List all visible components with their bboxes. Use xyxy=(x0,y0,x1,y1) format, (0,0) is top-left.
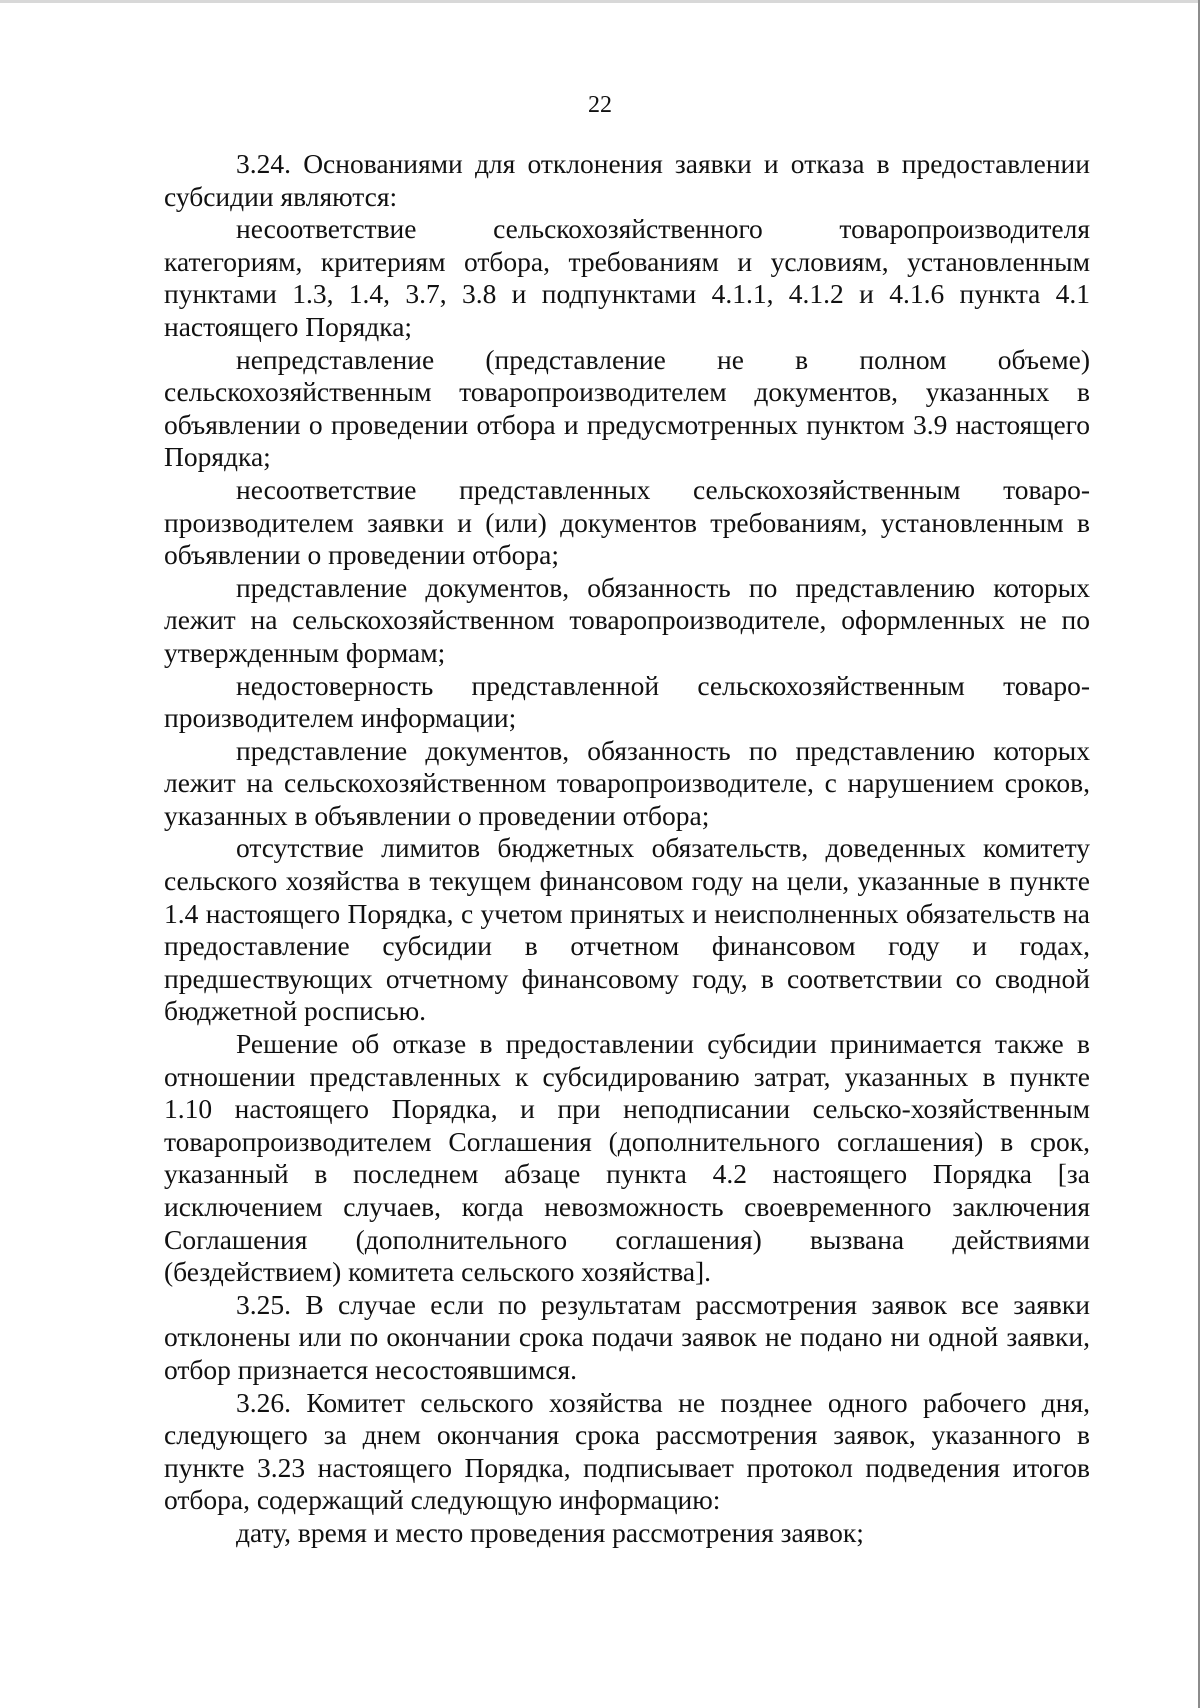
document-body xyxy=(164,148,1090,1550)
page-number: 22 xyxy=(588,92,612,118)
paragraph-requirements-mismatch: несоответствие представленных сельскохозяйственным товаро-производителем заявки и (или) документов требованиям, установленным в объявлении о проведении отбора; xyxy=(164,473,1090,571)
paragraph-date-time-place: дату, время и место проведения рассмотрения заявок; xyxy=(236,1516,864,1548)
paragraph-unreliable-info: недостоверность представленной сельскохозяйственным товаро-производителем информации; xyxy=(164,669,1090,734)
paragraph-3-26: 3.26. Комитет сельского хозяйства не позднее одного рабочего дня, следующего за днем окончания срока рассмотрения заявок, указанного в пункте 3.23 настоящего Порядка, подписывает протокол подведения итогов отбора, содержащий следующую информацию: xyxy=(164,1386,1090,1516)
paragraph-3-24-intro: 3.24. Основаниями для отклонения заявки и отказа в предоставлении субсидии являются: xyxy=(164,148,1090,212)
paragraph-no-budget-limits: отсутствие лимитов бюджетных обязательств, доведенных комитету сельского хозяйства в текущем финансовом году на цели, указанные в пункте 1.4 настоящего Порядка, с учетом принятых и неисполненных обязательств на предоставление субсидии в отчетном финансовом году и годах, предшествующих отчетному финансовому году, в соответствии со сводной бюджетной росписью. xyxy=(164,832,1090,1027)
paragraph-criteria-mismatch: несоответствие сельскохозяйственного товаропроизводителя категориям, критериям отбора, требованиям и условиям, установленным пунктами 1.3, 1.4, 3.7, 3.8 и подпунктами 4.1.1, 4.1.2 и 4.1.6 пункта 4.1 настоящего Порядка; xyxy=(164,213,1090,342)
paragraph-3-25: 3.25. В случае если по результатам рассмотрения заявок все заявки отклонены или по окончании срока подачи заявок не подано ни одной заявки, отбор признается несостоявшимся. xyxy=(164,1288,1090,1385)
paragraph-documents-missing: непредставление (представление не в полном объеме) сельскохозяйственным товаропроизводителем документов, указанных в объявлении о проведении отбора и предусмотренных пунктом 3.9 настоящего Порядка; xyxy=(164,343,1090,473)
paragraph-refusal-decision: Решение об отказе в предоставлении субсидии принимается также в отношении представленных к субсидированию затрат, указанных в пункте 1.10 настоящего Порядка, и при неподписании сельско-хозяйственным товаропроизводителем Соглашения (дополнительного соглашения) в срок, указанный в последнем абзаце пункта 4.2 настоящего Порядка [за исключением случаев, когда невозможность своевременного заключения Соглашения (дополнительного соглашения) вызвана действиями (бездействием) комитета сельского хозяйства]. xyxy=(164,1028,1090,1288)
paragraph-wrong-forms: представление документов, обязанность по представлению которых лежит на сельскохозяйственном товаропроизводителе, оформленных не по утвержденным формам; xyxy=(164,571,1090,668)
paragraph-late-submission: представление документов, обязанность по представлению которых лежит на сельскохозяйственном товаропроизводителе, с нарушением сроков, указанных в объявлении о проведении отбора; xyxy=(164,734,1090,831)
scan-top-edge xyxy=(0,0,1200,3)
